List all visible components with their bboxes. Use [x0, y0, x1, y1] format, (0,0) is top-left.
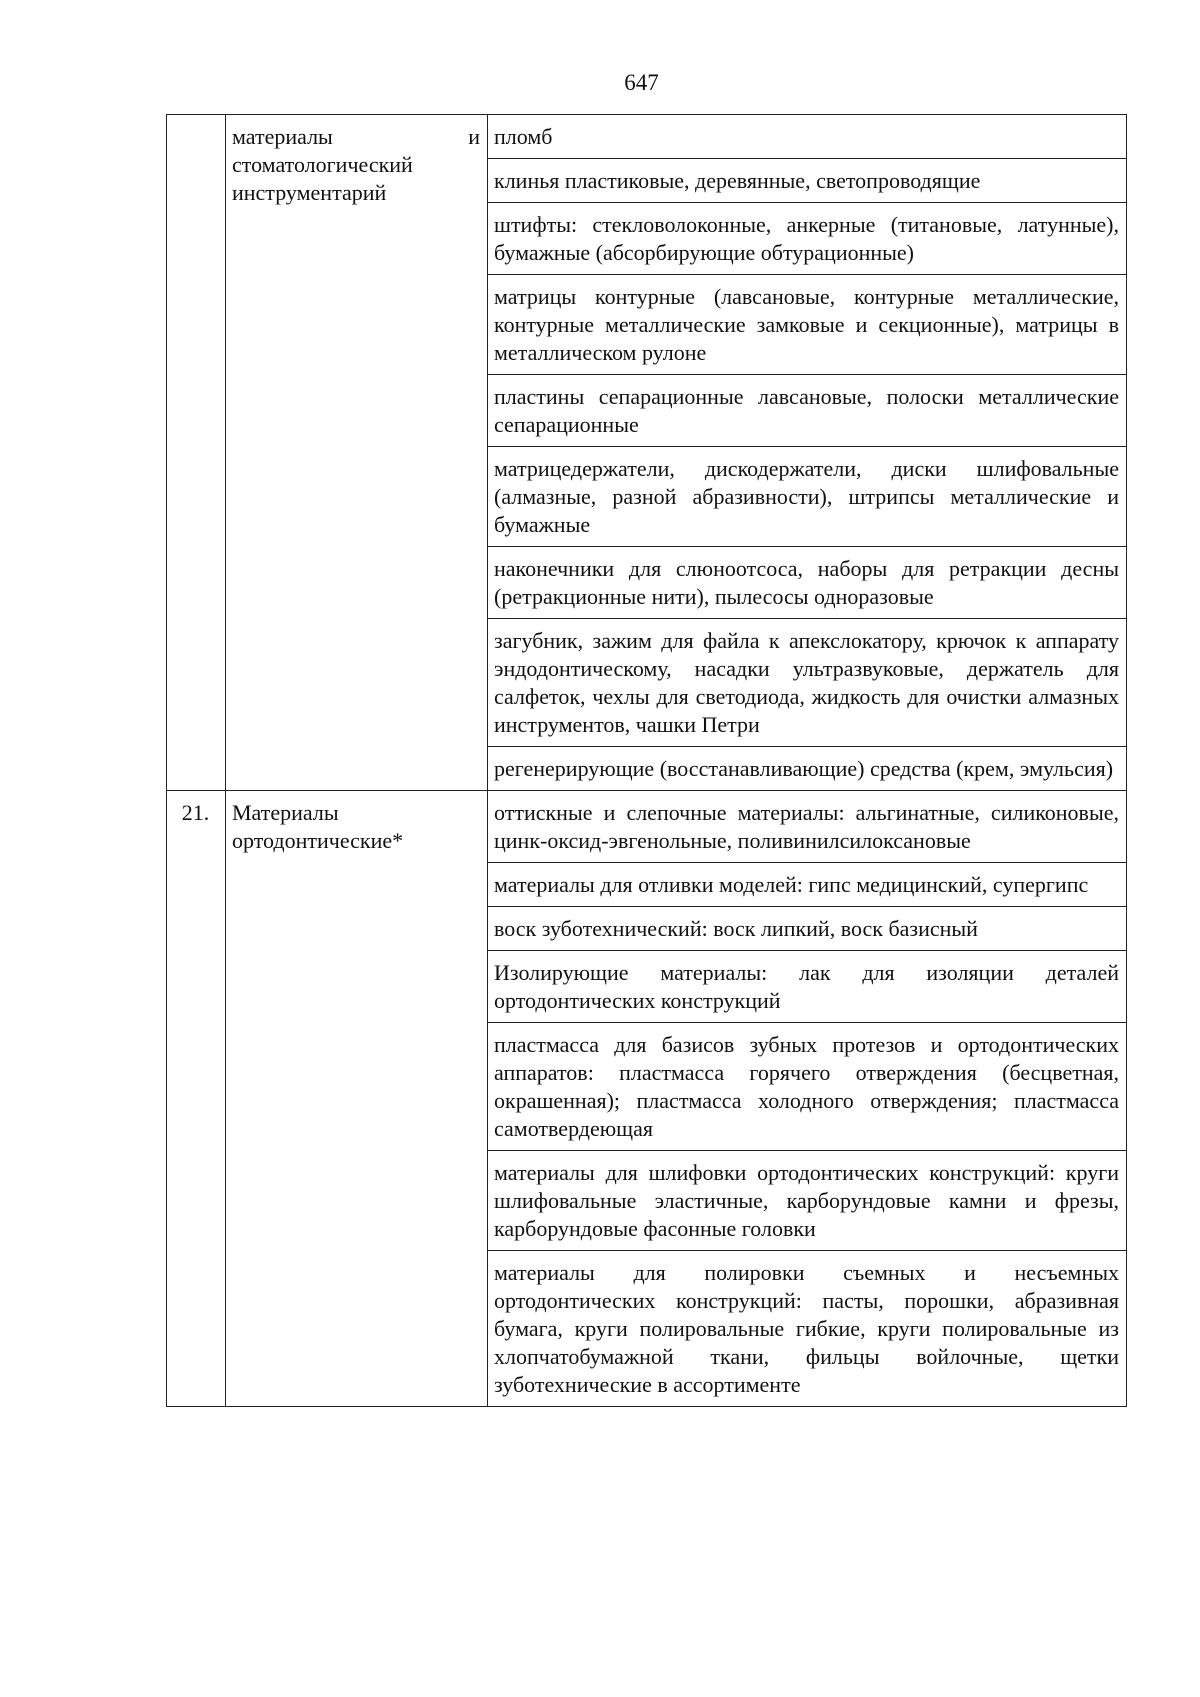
item-description: пластмасса для базисов зубных протезов и ортодонтических аппаратов: пластмасса горячего отверждения (бесцветная, окрашенная); пластмасса холодного отверждения; пластмасса самотвердеющая	[488, 1023, 1127, 1151]
item-description: наконечники для слюноотсоса, наборы для ретракции десны (ретракционные нити), пылесосы одноразовые	[488, 547, 1127, 619]
item-name-line: материалы и	[232, 124, 480, 149]
item-name-cell: Материалы ортодонтические*	[226, 791, 488, 1407]
item-description: регенерирующие (восстанавливающие) средства (крем, эмульсия)	[488, 747, 1127, 791]
item-description: Изолирующие материалы: лак для изоляции деталей ортодонтических конструкций	[488, 951, 1127, 1023]
item-description: клинья пластиковые, деревянные, светопроводящие	[488, 159, 1127, 203]
item-description: оттискные и слепочные материалы: альгинатные, силиконовые, цинк-оксид-эвгенольные, поливинилсилоксановые	[488, 791, 1127, 863]
table-row	[167, 115, 1127, 159]
item-description: матрицы контурные (лавсановые, контурные металлические, контурные металлические замковые и секционные), матрицы в металлическом рулоне	[488, 275, 1127, 375]
item-description: материалы для отливки моделей: гипс медицинский, супергипс	[488, 863, 1127, 907]
item-description: пластины сепарационные лавсановые, полоски металлические сепарационные	[488, 375, 1127, 447]
item-name-rest: стоматологический инструментарий	[232, 152, 413, 205]
row-number-cell: 21.	[167, 791, 226, 1407]
page-number: 647	[624, 70, 659, 95]
table-row	[167, 791, 1127, 863]
item-description: материалы для полировки съемных и несъемных ортодонтических конструкций: пасты, порошки, абразивная бумага, круги полировальные гибкие, круги полировальные из хлопчатобумажной ткани, фильцы войлочные, щетки зуботехнические в ассортименте	[488, 1251, 1127, 1407]
item-name-cell	[226, 115, 488, 791]
item-description: штифты: стекловолоконные, анкерные (титановые, латунные), бумажные (абсорбирующие обтурационные)	[488, 203, 1127, 275]
item-description: загубник, зажим для файла к апекслокатору, крючок к аппарату эндодонтическому, насадки ультразвуковые, держатель для салфеток, чехлы для светодиода, жидкость для очистки алмазных инструментов, чашки Петри	[488, 619, 1127, 747]
row-number-cell	[167, 115, 226, 791]
item-description: пломб	[488, 115, 1127, 159]
materials-table	[166, 114, 1127, 1407]
item-description: матрицедержатели, дискодержатели, диски шлифовальные (алмазные, разной абразивности), штрипсы металлические и бумажные	[488, 447, 1127, 547]
item-description: материалы для шлифовки ортодонтических конструкций: круги шлифовальные эластичные, карборундовые камни и фрезы, карборундовые фасонные головки	[488, 1151, 1127, 1251]
item-description: воск зуботехнический: воск липкий, воск базисный	[488, 907, 1127, 951]
